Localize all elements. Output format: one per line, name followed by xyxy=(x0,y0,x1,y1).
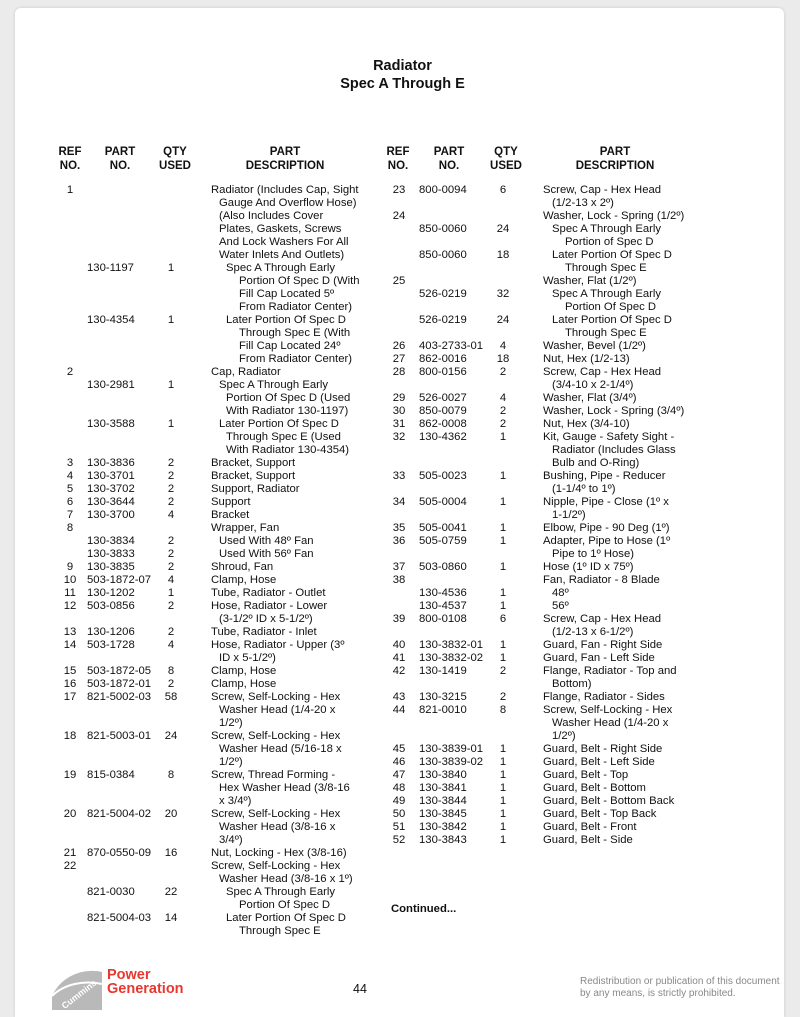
part-number: 800-0108 xyxy=(419,613,467,625)
part-description: Guard, Belt - Bottom Back xyxy=(543,795,675,807)
part-description: Screw, Self-Locking - Hex xyxy=(211,730,341,742)
part-description: Wrapper, Fan xyxy=(211,522,280,534)
col-header-qty: QTY USED xyxy=(159,146,191,172)
quantity: 32 xyxy=(496,288,510,300)
quantity: 58 xyxy=(164,691,178,703)
part-description: Nut, Hex (1/2-13) xyxy=(543,353,630,365)
ref-number: 4 xyxy=(66,470,74,482)
part-description: Washer Head (1/4-20 x xyxy=(552,717,669,729)
part-description: 1/2º) xyxy=(219,756,243,768)
part-description: Fill Cap Located 24º xyxy=(239,340,341,352)
part-description: Support, Radiator xyxy=(211,483,300,495)
part-number: 130-3832-01 xyxy=(419,639,484,651)
part-description: 56º xyxy=(552,600,569,612)
quantity: 22 xyxy=(164,886,178,898)
quantity: 1 xyxy=(499,600,507,612)
ref-number: 3 xyxy=(66,457,74,469)
col-header-qty: QTY USED xyxy=(490,146,522,172)
part-number: 130-1206 xyxy=(87,626,135,638)
part-description: Later Portion Of Spec D xyxy=(552,249,672,261)
quantity: 4 xyxy=(499,340,507,352)
ref-number: 29 xyxy=(392,392,406,404)
part-number: 130-3588 xyxy=(87,418,135,430)
part-description: Washer, Flat (1/2º) xyxy=(543,275,637,287)
quantity: 8 xyxy=(499,704,507,716)
ref-number: 5 xyxy=(66,483,74,495)
ref-number: 39 xyxy=(392,613,406,625)
part-description: Portion Of Spec D (Used xyxy=(226,392,351,404)
part-number: 821-5003-01 xyxy=(87,730,152,742)
ref-number: 42 xyxy=(392,665,406,677)
part-number: 130-3839-02 xyxy=(419,756,484,768)
part-number: 130-3832-02 xyxy=(419,652,484,664)
part-description: Portion of Spec D xyxy=(565,236,654,248)
part-description: (Also Includes Cover xyxy=(219,210,324,222)
part-description: 1/2º) xyxy=(219,717,243,729)
part-description: Pipe to 1º Hose) xyxy=(552,548,634,560)
part-description: Portion Of Spec D (With xyxy=(239,275,360,287)
col-header-ref: REF NO. xyxy=(386,146,410,172)
part-number: 130-3836 xyxy=(87,457,135,469)
quantity: 24 xyxy=(496,314,510,326)
quantity: 1 xyxy=(499,756,507,768)
part-description: (3/4-10 x 2-1/4º) xyxy=(552,379,634,391)
ref-number: 33 xyxy=(392,470,406,482)
part-description: Washer, Lock - Spring (1/2º) xyxy=(543,210,685,222)
ref-number: 41 xyxy=(392,652,406,664)
quantity: 2 xyxy=(167,678,175,690)
part-description: Guard, Fan - Left Side xyxy=(543,652,655,664)
part-description: Spec A Through Early xyxy=(226,886,336,898)
quantity: 2 xyxy=(499,405,507,417)
part-description: Flange, Radiator - Sides xyxy=(543,691,665,703)
ref-number: 28 xyxy=(392,366,406,378)
col-header-part-no: PART NO. xyxy=(104,146,136,172)
part-number: 526-0219 xyxy=(419,314,467,326)
logo-text: Cummins xyxy=(59,977,99,1011)
quantity: 2 xyxy=(167,535,175,547)
quantity: 2 xyxy=(499,665,507,677)
part-number: 505-0041 xyxy=(419,522,467,534)
ref-number: 35 xyxy=(392,522,406,534)
quantity: 1 xyxy=(499,639,507,651)
part-description: Clamp, Hose xyxy=(211,574,277,586)
part-number: 503-1872-07 xyxy=(87,574,152,586)
ref-number: 6 xyxy=(66,496,74,508)
ref-number: 31 xyxy=(392,418,406,430)
part-description: Screw, Self-Locking - Hex xyxy=(211,860,341,872)
part-number: 130-4536 xyxy=(419,587,467,599)
part-number: 870-0550-09 xyxy=(87,847,152,859)
part-number: 503-1872-05 xyxy=(87,665,152,677)
quantity: 2 xyxy=(167,626,175,638)
part-description: Spec A Through Early xyxy=(219,379,329,391)
part-description: Guard, Belt - Side xyxy=(543,834,633,846)
part-number: 130-1419 xyxy=(419,665,467,677)
ref-number: 30 xyxy=(392,405,406,417)
quantity: 1 xyxy=(167,314,175,326)
quantity: 8 xyxy=(167,665,175,677)
ref-number: 9 xyxy=(66,561,74,573)
part-description: Hex Washer Head (3/8-16 xyxy=(219,782,350,794)
part-description: Spec A Through Early xyxy=(226,262,336,274)
quantity: 2 xyxy=(499,366,507,378)
ref-number: 21 xyxy=(63,847,77,859)
part-description: Screw, Self-Locking - Hex xyxy=(543,704,673,716)
ref-number: 10 xyxy=(63,574,77,586)
part-description: Washer Head (5/16-18 x xyxy=(219,743,342,755)
quantity: 1 xyxy=(499,743,507,755)
quantity: 1 xyxy=(499,431,507,443)
part-description: Guard, Belt - Bottom xyxy=(543,782,646,794)
part-number: 821-5004-03 xyxy=(87,912,152,924)
part-description: Through Spec E xyxy=(565,262,647,274)
part-description: Guard, Belt - Top Back xyxy=(543,808,657,820)
ref-number: 45 xyxy=(392,743,406,755)
ref-number: 48 xyxy=(392,782,406,794)
part-description: From Radiator Center) xyxy=(239,353,353,365)
part-description: Portion Of Spec D xyxy=(565,301,657,313)
part-description: Bracket, Support xyxy=(211,457,296,469)
part-description: Clamp, Hose xyxy=(211,665,277,677)
part-number: 130-3842 xyxy=(419,821,467,833)
part-number: 130-3834 xyxy=(87,535,135,547)
part-description: Guard, Fan - Right Side xyxy=(543,639,663,651)
disclaimer: Redistribution or publication of this document by any means, is strictly prohibited. xyxy=(580,976,780,999)
part-number: 821-0010 xyxy=(419,704,467,716)
part-number: 130-3215 xyxy=(419,691,467,703)
quantity: 4 xyxy=(167,509,175,521)
quantity: 1 xyxy=(499,522,507,534)
part-number: 130-1202 xyxy=(87,587,135,599)
quantity: 1 xyxy=(499,808,507,820)
part-description: Washer Head (1/4-20 x xyxy=(219,704,336,716)
quantity: 18 xyxy=(496,249,510,261)
quantity: 1 xyxy=(499,795,507,807)
part-description: Washer, Bevel (1/2º) xyxy=(543,340,646,352)
ref-number: 47 xyxy=(392,769,406,781)
quantity: 2 xyxy=(499,691,507,703)
part-description: Washer, Flat (3/4º) xyxy=(543,392,637,404)
part-description: Guard, Belt - Left Side xyxy=(543,756,655,768)
part-number: 130-3843 xyxy=(419,834,467,846)
part-description: Nut, Locking - Hex (3/8-16) xyxy=(211,847,347,859)
quantity: 2 xyxy=(167,561,175,573)
part-description: Plates, Gaskets, Screws xyxy=(219,223,342,235)
quantity: 1 xyxy=(499,769,507,781)
part-description: Bracket xyxy=(211,509,250,521)
part-number: 130-3833 xyxy=(87,548,135,560)
part-description: From Radiator Center) xyxy=(239,301,353,313)
part-number: 130-4537 xyxy=(419,600,467,612)
ref-number: 46 xyxy=(392,756,406,768)
quantity: 1 xyxy=(167,379,175,391)
ref-number: 23 xyxy=(392,184,406,196)
page-number: 44 xyxy=(353,982,367,996)
part-description: Radiator (Includes Glass xyxy=(552,444,676,456)
part-number: 130-1197 xyxy=(87,262,134,274)
part-number: 130-3835 xyxy=(87,561,135,573)
ref-number: 7 xyxy=(66,509,74,521)
part-description: Washer, Lock - Spring (3/4º) xyxy=(543,405,685,417)
part-number: 800-0156 xyxy=(419,366,467,378)
quantity: 20 xyxy=(164,808,178,820)
part-description: Nut, Hex (3/4-10) xyxy=(543,418,630,430)
quantity: 2 xyxy=(499,418,507,430)
ref-number: 40 xyxy=(392,639,406,651)
quantity: 1 xyxy=(499,535,507,547)
part-description: Washer Head (3/8-16 x xyxy=(219,821,336,833)
quantity: 2 xyxy=(167,470,175,482)
part-description: 1-1/2º) xyxy=(552,509,586,521)
quantity: 2 xyxy=(167,496,175,508)
col-header-part-no: PART NO. xyxy=(433,146,465,172)
part-number: 130-2981 xyxy=(87,379,135,391)
quantity: 4 xyxy=(167,639,175,651)
part-description: Tube, Radiator - Outlet xyxy=(211,587,326,599)
part-description: Fill Cap Located 5º xyxy=(239,288,335,300)
ref-number: 8 xyxy=(66,522,74,534)
ref-number: 24 xyxy=(392,210,406,222)
ref-number: 2 xyxy=(66,366,74,378)
part-description: Later Portion Of Spec D xyxy=(226,912,346,924)
part-description: Screw, Self-Locking - Hex xyxy=(211,808,341,820)
part-number: 505-0759 xyxy=(419,535,467,547)
part-description: Guard, Belt - Front xyxy=(543,821,637,833)
ref-number: 36 xyxy=(392,535,406,547)
part-description: Hose, Radiator - Upper (3º xyxy=(211,639,345,651)
part-number: 130-3845 xyxy=(419,808,467,820)
quantity: 1 xyxy=(499,652,507,664)
part-number: 503-1728 xyxy=(87,639,135,651)
part-description: Washer Head (3/8-16 x 1º) xyxy=(219,873,353,885)
col-header-ref: REF NO. xyxy=(58,146,82,172)
page-subtitle: Spec A Through E xyxy=(340,76,465,92)
part-description: Gauge And Overflow Hose) xyxy=(219,197,357,209)
part-description: Through Spec E xyxy=(239,925,321,937)
quantity: 1 xyxy=(499,821,507,833)
part-description: With Radiator 130-1197) xyxy=(226,405,349,417)
part-description: x 3/4º) xyxy=(219,795,252,807)
part-description: Later Portion Of Spec D xyxy=(552,314,672,326)
part-number: 821-5004-02 xyxy=(87,808,152,820)
part-description: Radiator (Includes Cap, Sight xyxy=(211,184,359,196)
part-description: Flange, Radiator - Top and xyxy=(543,665,677,677)
quantity: 1 xyxy=(167,587,175,599)
part-description: (1/2-13 x 2º) xyxy=(552,197,614,209)
part-number: 503-0860 xyxy=(419,561,467,573)
ref-number: 13 xyxy=(63,626,77,638)
part-number: 403-2733-01 xyxy=(419,340,484,352)
quantity: 16 xyxy=(164,847,178,859)
part-description: Nipple, Pipe - Close (1º x xyxy=(543,496,669,508)
ref-number: 18 xyxy=(63,730,77,742)
part-description: Cap, Radiator xyxy=(211,366,281,378)
part-description: 48º xyxy=(552,587,569,599)
part-description: With Radiator 130-4354) xyxy=(226,444,350,456)
quantity: 2 xyxy=(167,457,175,469)
part-description: And Lock Washers For All xyxy=(219,236,349,248)
ref-number: 25 xyxy=(392,275,406,287)
ref-number: 22 xyxy=(63,860,77,872)
ref-number: 26 xyxy=(392,340,406,352)
ref-number: 49 xyxy=(392,795,406,807)
ref-number: 37 xyxy=(392,561,406,573)
quantity: 24 xyxy=(496,223,510,235)
part-description: Later Portion Of Spec D xyxy=(219,418,339,430)
ref-number: 14 xyxy=(63,639,77,651)
part-number: 130-3840 xyxy=(419,769,467,781)
part-number: 130-3841 xyxy=(419,782,467,794)
quantity: 6 xyxy=(499,184,507,196)
part-number: 850-0079 xyxy=(419,405,467,417)
part-description: Screw, Self-Locking - Hex xyxy=(211,691,341,703)
col-header-description: PART DESCRIPTION xyxy=(245,146,325,172)
col-header-description: PART DESCRIPTION xyxy=(575,146,655,172)
part-description: Screw, Cap - Hex Head xyxy=(543,613,662,625)
quantity: 1 xyxy=(499,834,507,846)
part-number: 130-3839-01 xyxy=(419,743,484,755)
part-number: 130-4354 xyxy=(87,314,135,326)
part-description: Spec A Through Early xyxy=(552,288,662,300)
part-number: 130-3702 xyxy=(87,483,135,495)
part-description: Through Spec E xyxy=(565,327,647,339)
ref-number: 44 xyxy=(392,704,406,716)
part-description: Bottom) xyxy=(552,678,592,690)
part-description: Bulb and O-Ring) xyxy=(552,457,640,469)
document-page xyxy=(15,8,784,1017)
part-number: 130-3700 xyxy=(87,509,135,521)
quantity: 2 xyxy=(167,600,175,612)
part-description: Hose, Radiator - Lower xyxy=(211,600,328,612)
quantity: 4 xyxy=(499,392,507,404)
part-description: Adapter, Pipe to Hose (1º xyxy=(543,535,671,547)
quantity: 6 xyxy=(499,613,507,625)
quantity: 1 xyxy=(499,561,507,573)
quantity: 8 xyxy=(167,769,175,781)
ref-number: 52 xyxy=(392,834,406,846)
ref-number: 12 xyxy=(63,600,77,612)
part-number: 862-0008 xyxy=(419,418,467,430)
quantity: 14 xyxy=(164,912,178,924)
part-description: Clamp, Hose xyxy=(211,678,277,690)
part-description: Hose (1º ID x 75º) xyxy=(543,561,634,573)
part-number: 862-0016 xyxy=(419,353,467,365)
part-number: 815-0384 xyxy=(87,769,135,781)
part-number: 130-4362 xyxy=(419,431,467,443)
part-number: 503-1872-01 xyxy=(87,678,152,690)
ref-number: 11 xyxy=(64,587,76,599)
quantity: 1 xyxy=(499,782,507,794)
part-description: Tube, Radiator - Inlet xyxy=(211,626,317,638)
quantity: 24 xyxy=(164,730,178,742)
part-description: Screw, Cap - Hex Head xyxy=(543,184,662,196)
ref-number: 38 xyxy=(392,574,406,586)
ref-number: 20 xyxy=(63,808,77,820)
part-description: Used With 48º Fan xyxy=(219,535,314,547)
part-description: Screw, Cap - Hex Head xyxy=(543,366,662,378)
continued-note: Continued... xyxy=(391,903,457,915)
part-description: Support xyxy=(211,496,251,508)
part-number: 130-3644 xyxy=(87,496,135,508)
part-number: 821-5002-03 xyxy=(87,691,152,703)
ref-number: 34 xyxy=(392,496,406,508)
quantity: 1 xyxy=(499,587,507,599)
part-description: Later Portion Of Spec D xyxy=(226,314,346,326)
ref-number: 43 xyxy=(392,691,406,703)
ref-number: 15 xyxy=(63,665,77,677)
part-description: Spec A Through Early xyxy=(552,223,662,235)
part-description: Water Inlets And Outlets) xyxy=(219,249,345,261)
ref-number: 17 xyxy=(63,691,77,703)
part-number: 850-0060 xyxy=(419,223,467,235)
quantity: 18 xyxy=(496,353,510,365)
ref-number: 50 xyxy=(392,808,406,820)
part-description: (1/2-13 x 6-1/2º) xyxy=(552,626,634,638)
part-description: (3-1/2º ID x 5-1/2º) xyxy=(219,613,313,625)
part-description: Bracket, Support xyxy=(211,470,296,482)
ref-number: 1 xyxy=(66,184,74,196)
part-description: Kit, Gauge - Safety Sight - xyxy=(543,431,675,443)
part-number: 505-0023 xyxy=(419,470,467,482)
part-number: 850-0060 xyxy=(419,249,467,261)
ref-number: 27 xyxy=(392,353,406,365)
quantity: 2 xyxy=(167,483,175,495)
part-description: Guard, Belt - Right Side xyxy=(543,743,663,755)
ref-number: 19 xyxy=(63,769,77,781)
part-number: 130-3844 xyxy=(419,795,467,807)
part-number: 503-0856 xyxy=(87,600,135,612)
cummins-logo-icon xyxy=(48,966,104,1012)
part-description: Through Spec E (Used xyxy=(226,431,341,443)
part-number: 821-0030 xyxy=(87,886,135,898)
quantity: 1 xyxy=(499,496,507,508)
part-description: Screw, Thread Forming - xyxy=(211,769,336,781)
part-description: Guard, Belt - Top xyxy=(543,769,629,781)
ref-number: 32 xyxy=(392,431,406,443)
part-description: Bushing, Pipe - Reducer xyxy=(543,470,666,482)
part-number: 505-0004 xyxy=(419,496,467,508)
quantity: 1 xyxy=(499,470,507,482)
part-number: 800-0094 xyxy=(419,184,467,196)
part-description: ID x 5-1/2º) xyxy=(219,652,276,664)
ref-number: 51 xyxy=(392,821,406,833)
part-description: Elbow, Pipe - 90 Deg (1º) xyxy=(543,522,670,534)
quantity: 2 xyxy=(167,548,175,560)
part-number: 526-0027 xyxy=(419,392,467,404)
part-description: (1-1/4º to 1º) xyxy=(552,483,616,495)
quantity: 1 xyxy=(167,262,175,274)
part-description: Used With 56º Fan xyxy=(219,548,314,560)
quantity: 4 xyxy=(167,574,175,586)
ref-number: 16 xyxy=(63,678,77,690)
part-description: Shroud, Fan xyxy=(211,561,274,573)
part-description: Through Spec E (With xyxy=(239,327,351,339)
brand-name: Power Generation xyxy=(107,967,184,997)
part-description: Portion Of Spec D xyxy=(239,899,331,911)
part-description: Fan, Radiator - 8 Blade xyxy=(543,574,660,586)
page-title: Radiator xyxy=(373,58,432,74)
part-number: 526-0219 xyxy=(419,288,467,300)
part-number: 130-3701 xyxy=(87,470,135,482)
part-description: 1/2º) xyxy=(552,730,576,742)
quantity: 1 xyxy=(167,418,175,430)
part-description: 3/4º) xyxy=(219,834,243,846)
